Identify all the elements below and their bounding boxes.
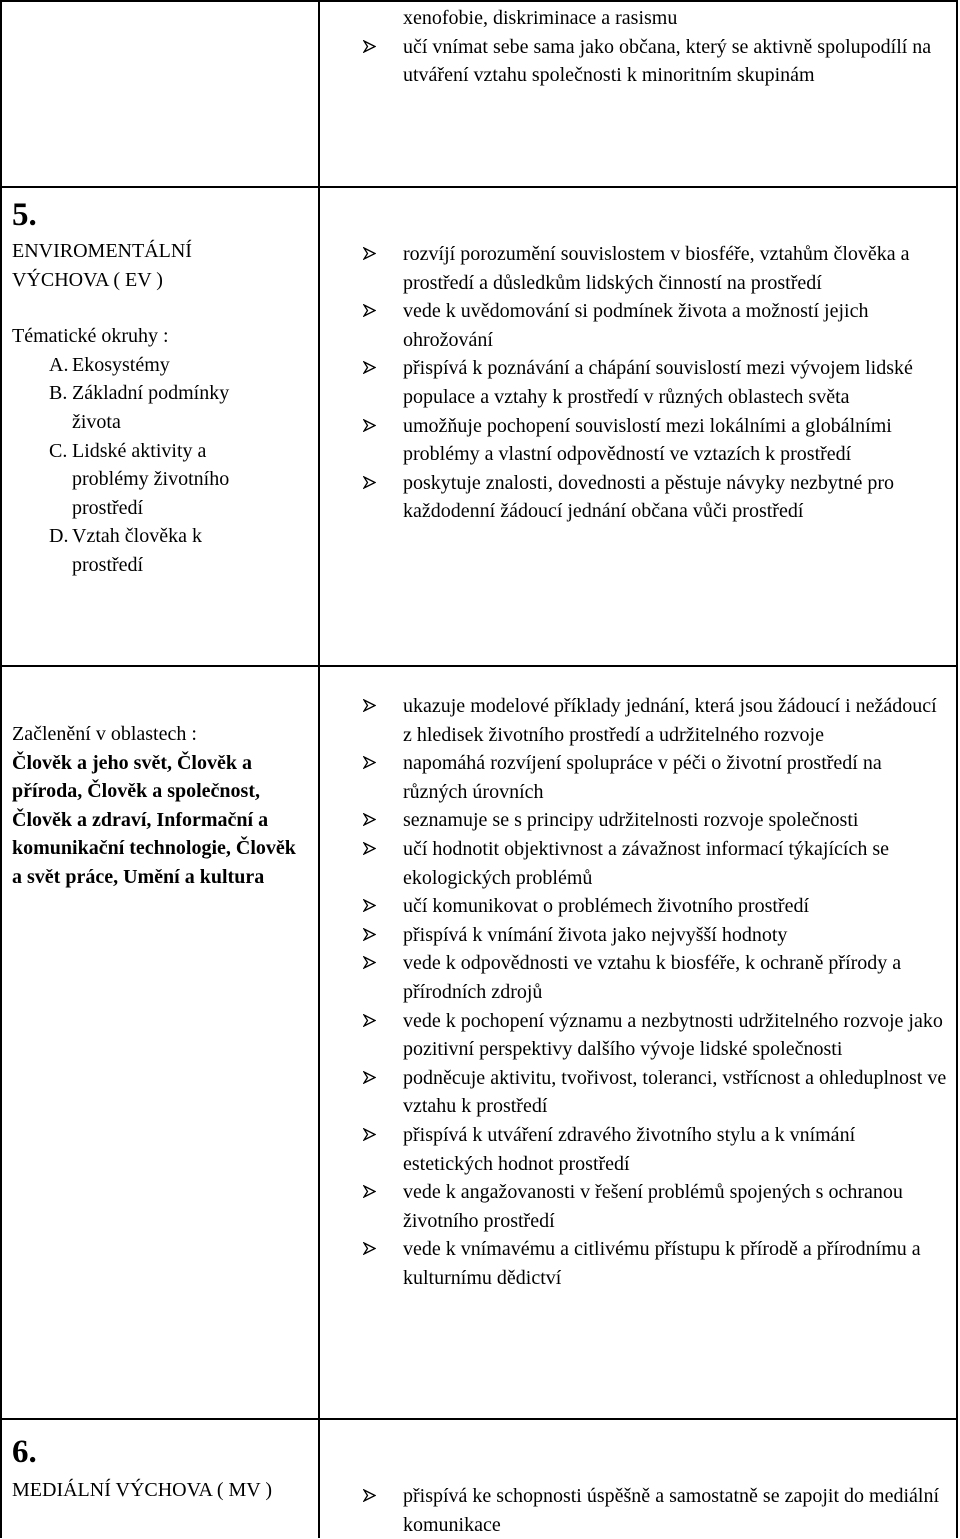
arrow-bullet-icon (363, 247, 376, 260)
continued-line: xenofobie, diskriminace a rasismu (403, 7, 678, 29)
list-item: přispívá k utváření zdravého životního stylu a k vnímání estetických hodnot prostředí (360, 1121, 950, 1178)
arrow-bullet-icon (363, 1014, 376, 1027)
arrow-bullet-icon (363, 304, 376, 317)
table-border-left (0, 0, 2, 1538)
arrow-bullet-icon (363, 842, 376, 855)
arrow-bullet-icon (363, 699, 376, 712)
list-item: vede k angažovanosti v řešení problémů spojených s ochranou životního prostředí (360, 1178, 950, 1235)
list-item: učí vnímat sebe sama jako občana, který se aktivně spolupodílí na utváření vztahu společnosti k minoritním skupinám (360, 33, 950, 90)
integration-areas: Člověk a jeho svět, Člověk a příroda, Člověk a společnost, Člověk a zdraví, Informační a komunikační technologie, Člověk a svět práce, Umění a kultura (12, 751, 296, 888)
integration-left (12, 720, 312, 892)
list-item: seznamuje se s principy udržitelnosti rozvoje společnosti (360, 806, 950, 835)
list-item: přispívá k vnímání života jako nejvyšší hodnoty (360, 921, 950, 950)
section5-right (360, 240, 950, 526)
topics-list (12, 351, 282, 580)
table-border-right (956, 0, 958, 1538)
section-name: ENVIROMENTÁLNÍ VÝCHOVA ( EV ) (12, 240, 192, 291)
list-item: A. Ekosystémy (49, 353, 170, 376)
arrow-bullet-icon (363, 813, 376, 826)
arrow-bullet-icon (363, 899, 376, 912)
arrow-bullet-icon (363, 419, 376, 432)
arrow-bullet-icon (363, 956, 376, 969)
section5-left (12, 195, 312, 580)
list-item: učí komunikovat o problémech životního prostředí (360, 892, 950, 921)
list-item: podněcuje aktivitu, tvořivost, toleranci, vstřícnost a ohleduplnost ve vztahu k prostředí (360, 1064, 950, 1121)
integration-title: Začlenění v oblastech : (12, 723, 197, 745)
list-item: přispívá k poznávání a chápání souvislostí mezi vývojem lidské populace a vztahy k prostředí v různých oblastech světa (360, 354, 950, 411)
section5-bullets (360, 240, 950, 526)
list-item: vede k vnímavému a citlivému přístupu k přírodě a přírodnímu a kulturnímu dědictví (360, 1235, 950, 1292)
arrow-bullet-icon (363, 1071, 376, 1084)
arrow-bullet-icon (363, 476, 376, 489)
topics-title: Tématické okruhy : (12, 325, 169, 348)
section6-right (360, 1482, 950, 1539)
list-item: B. Základní podmínky života (49, 382, 230, 433)
list-item: napomáhá rozvíjení spolupráce v péči o životní prostředí na různých úrovních (360, 749, 950, 806)
section-number: 6. (12, 1434, 37, 1470)
section6-bullets (360, 1482, 950, 1539)
arrow-bullet-icon (363, 40, 376, 53)
top-row-bullets (360, 33, 950, 90)
column-divider (318, 0, 320, 1538)
arrow-bullet-icon (363, 1242, 376, 1255)
list-item: vede k odpovědnosti ve vztahu k biosféře, k ochraně přírody a přírodních zdrojů (360, 949, 950, 1006)
list-item: učí hodnotit objektivnost a závažnost informací týkajících se ekologických problémů (360, 835, 950, 892)
integration-bullets (360, 692, 950, 1292)
arrow-bullet-icon (363, 361, 376, 374)
list-item: D. Vztah člověka k prostředí (49, 525, 202, 576)
arrow-bullet-icon (363, 1185, 376, 1198)
section-number: 5. (12, 197, 37, 233)
list-item: rozvíjí porozumění souvislostem v biosféře, vztahům člověka a prostředí a důsledkům lidských činností na prostředí (360, 240, 950, 297)
arrow-bullet-icon (363, 928, 376, 941)
row-divider-section5 (0, 186, 958, 188)
section-name: MEDIÁLNÍ VÝCHOVA ( MV ) (12, 1479, 273, 1501)
arrow-bullet-icon (363, 1489, 376, 1502)
row-divider-top (0, 0, 958, 2)
list-item: vede k uvědomování si podmínek života a možností jejich ohrožování (360, 297, 950, 354)
list-item: ukazuje modelové příklady jednání, která jsou žádoucí i nežádoucí z hledisek životního prostředí a udržitelného rozvoje (360, 692, 950, 749)
row-divider-integration (0, 665, 958, 667)
arrow-bullet-icon (363, 756, 376, 769)
list-item: přispívá ke schopnosti úspěšně a samostatně se zapojit do mediální komunikace (360, 1482, 950, 1539)
list-item: vede k pochopení významu a nezbytnosti udržitelného rozvoje jako pozitivní perspektivy dalšího vývoje lidské společnosti (360, 1007, 950, 1064)
list-item: umožňuje pochopení souvislostí mezi lokálními a globálními problémy a vlastní odpovědností ve vztazích k prostředí (360, 412, 950, 469)
integration-right (360, 692, 950, 1292)
top-row-content (360, 4, 950, 90)
row-divider-section6 (0, 1418, 958, 1420)
list-item: C. Lidské aktivity a problémy životního prostředí (49, 439, 230, 519)
list-item: poskytuje znalosti, dovednosti a pěstuje návyky nezbytné pro každodenní žádoucí jednání občana vůči prostředí (360, 469, 950, 526)
arrow-bullet-icon (363, 1128, 376, 1141)
section6-left (12, 1432, 312, 1505)
